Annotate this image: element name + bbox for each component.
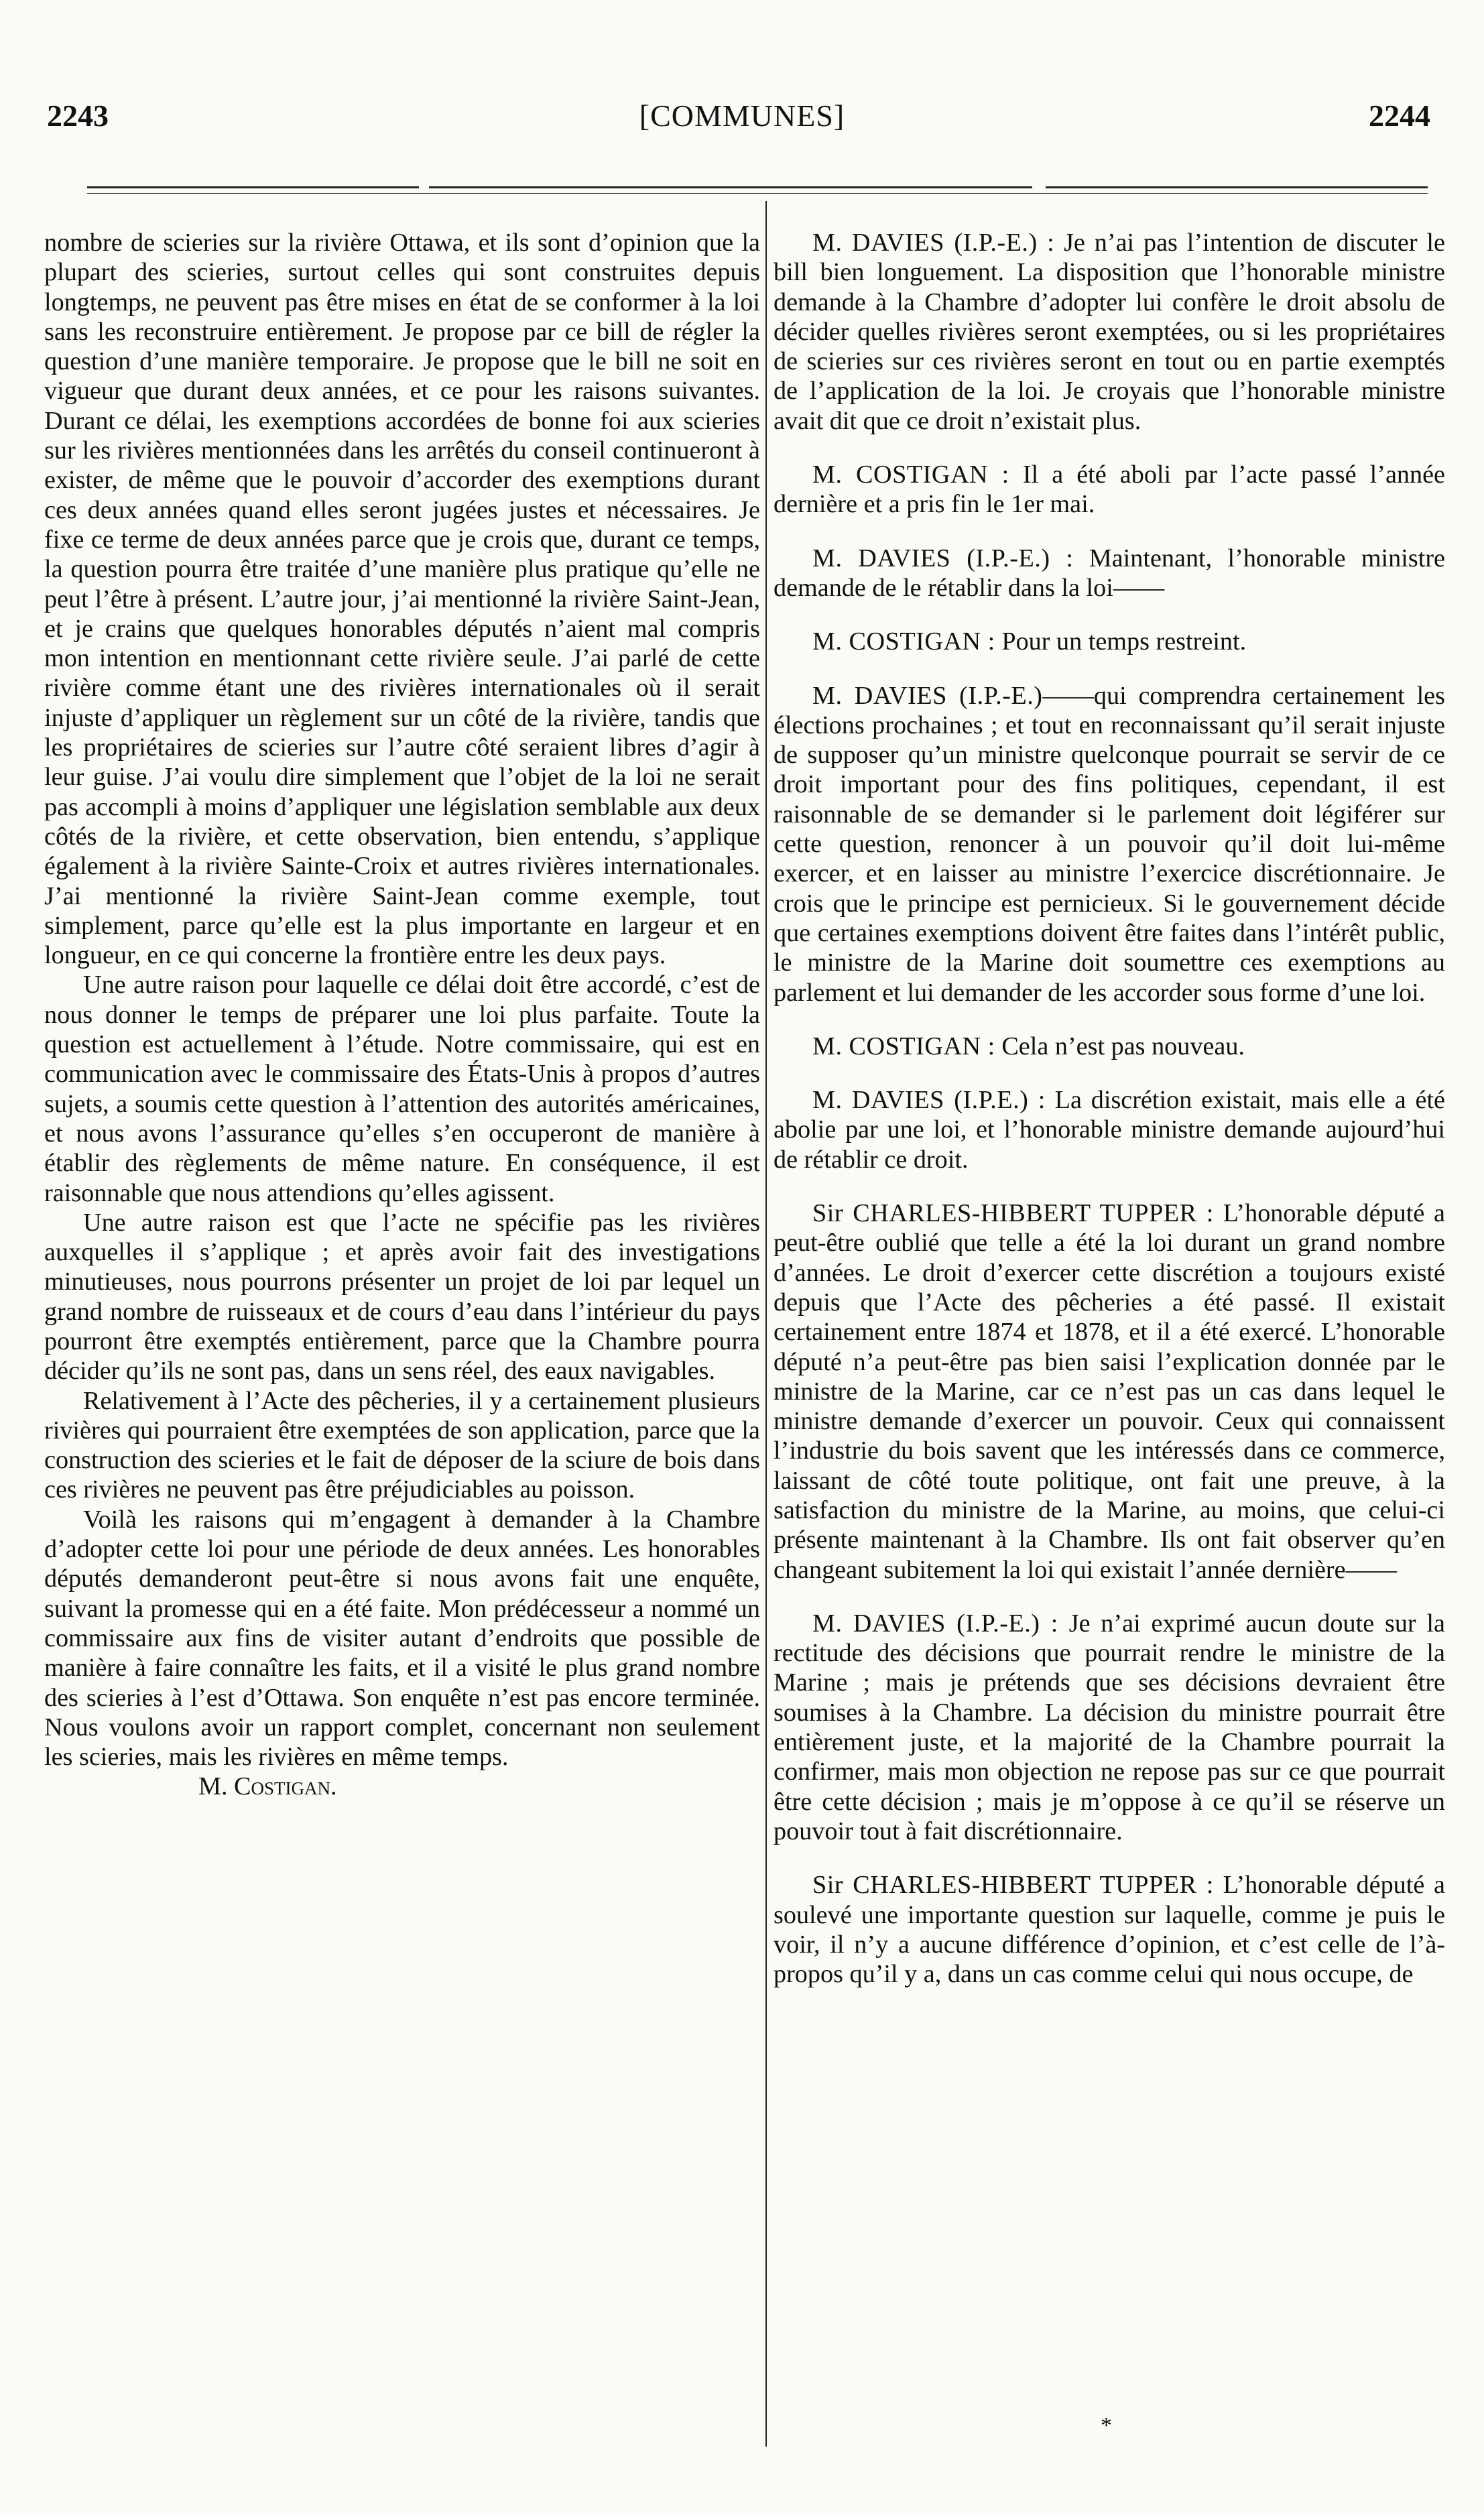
speaker-name: M. COSTIGAN : bbox=[812, 627, 995, 656]
speech bbox=[774, 1199, 1445, 1585]
header-rule-left bbox=[87, 186, 419, 188]
page-number-right: 2244 bbox=[1369, 99, 1430, 133]
speech bbox=[774, 1870, 1445, 1989]
speaker-name: Sir CHARLES-HIBBERT TUPPER : bbox=[812, 1199, 1214, 1228]
speech-text: L’honorable député a soulevé une importante question sur laquelle, comme je puis le voir, il n’y a aucune différence d’opinion, et c’est celle de l’à-propos qu’il y a, dans un cas comme celui qui nous occupe, de bbox=[774, 1871, 1445, 1989]
speaker-name: M. DAVIES (I.P.-E.) : bbox=[812, 229, 1055, 257]
speech bbox=[774, 1085, 1445, 1174]
speech-text: Je n’ai pas l’intention de discuter le bill bien longuement. La disposition que l’honorable ministre demande à la Chambre d’adopter lui confère le droit absolu de décider quelles rivières seront exemptées, ou si les propriétaires de scieries sur ces rivières seront en tout ou en partie exemptés de l’application de la loi. Je croyais que l’honorable ministre avait dit que ce droit n’existait plus. bbox=[774, 229, 1445, 435]
speaker-name: Sir CHARLES-HIBBERT TUPPER : bbox=[812, 1871, 1214, 1900]
speech-text: Il a été aboli par l’acte passé l’année dernière et a pris fin le 1er mai. bbox=[774, 461, 1445, 519]
header-rule-center bbox=[429, 186, 1032, 188]
page-header bbox=[0, 0, 1484, 154]
paragraph: Voilà les raisons qui m’engagent à demander à la Chambre d’adopter cette loi pour une période de deux années. Les honorables députés demanderont peut-être si nous avons fait une enquête, suivant la promesse qui en a été faite. Mon prédécesseur a nommé un commissaire aux fins de visiter autant d’endroits que possible de manière à faire connaître les faits, et il a visité le plus grand nombre des scieries à l’est d’Ottawa. Son enquête n’est pas encore terminée. Nous voulons avoir un rapport complet, concernant non seulement les scieries, mais les rivières en même temps. bbox=[44, 1505, 760, 1772]
speech-text: L’honorable député a peut-être oublié que telle a été la loi durant un grand nombre d’années. Le droit d’exercer cette discrétion a toujours existé depuis que l’Acte des pêcheries a été passé. Il existait certainement entre 1874 et 1878, et il a été exercé. L’honorable député n’a peut-être pas bien saisi l’explication donnée par le ministre de la Marine, car ce n’est pas un cas dans lequel le ministre demande d’exercer un pouvoir. Ceux qui connaissent l’industrie du bois savent que les intéressés dans ce commerce, laissant de côté toute politique, ont fait une preuve, à la satisfaction du ministre de la Marine, au moins, que celui-ci présente maintenant à la Chambre. Ils ont fait observer qu’en changeant subitement la loi qui existait l’année dernière—— bbox=[774, 1199, 1445, 1584]
footer-mark: * bbox=[1101, 2413, 1112, 2438]
speaker-name: M. DAVIES (I.P.-E.) : bbox=[812, 1609, 1058, 1638]
speech-text: La discrétion existait, mais elle a été abolie par une loi, et l’honorable ministre demande aujourd’hui de rétablir ce droit. bbox=[774, 1086, 1446, 1174]
paragraph: nombre de scieries sur la rivière Ottawa, et ils sont d’opinion que la plupart des scieries, surtout celles qui sont construites depuis longtemps, ne peuvent pas être mises en état de se conformer à la loi sans les reconstruire entièrement. Je propose par ce bill de régler la question d’une manière temporaire. Je propose que le bill ne soit en vigueur que durant deux années, et ce pour les raisons suivantes. Durant ce délai, les exemptions accordées de bonne foi aux scieries sur les rivières mentionnées dans les arrêtés du conseil continueront à exister, de même que le pouvoir d’accorder des exemptions durant ces deux années quand elles seront jugées justes et nécessaires. Je fixe ce terme de deux années parce que je crois que, durant ce temps, la question pourra être traitée d’une manière plus pratique qu’elle ne peut l’être à présent. L’autre jour, j’ai mentionné la rivière Saint-Jean, et je crains que quelques honorables députés n’aient mal compris mon intention en mentionnant cette rivière seule. J’ai parlé de cette rivière comme étant une des rivières internationales où il serait injuste d’appliquer un règlement sur un côté de la rivière, tandis que les propriétaires de scieries sur l’autre côté seraient libres d’agir à leur guise. J’ai voulu dire simplement que l’objet de la loi ne serait pas accompli à moins d’appliquer une législation semblable aux deux côtés de la rivière, et cette observation, bien entendu, s’applique également à la rivière Sainte-Croix et autres rivières internationales. J’ai mentionné la rivière Saint-Jean comme exemple, tout simplement, parce qu’elle est la plus importante en largeur et en longueur, en ce qui concerne la frontière entre les deux pays. bbox=[44, 229, 760, 970]
running-title: [COMMUNES] bbox=[639, 99, 845, 133]
speech-text: Pour un temps restreint. bbox=[995, 627, 1247, 656]
paragraph: Une autre raison pour laquelle ce délai doit être accordé, c’est de nous donner le temps de préparer une loi plus parfaite. Toute la question est actuellement à l’étude. Notre commissaire, qui est en communication avec le commissaire des États-Unis à propos d’autres sujets, a soumis cette question à l’attention des autorités américaines, et nous avons l’assurance qu’elles s’en occuperont de manière à établir des règlements de même nature. En conséquence, il est raisonnable que nous attendions qu’elles agissent. bbox=[44, 971, 760, 1207]
header-rule-right bbox=[1046, 186, 1428, 188]
speech bbox=[774, 544, 1445, 603]
speaker-name: M. DAVIES (I.P.E.) : bbox=[812, 1086, 1046, 1115]
speech bbox=[774, 1609, 1445, 1846]
speech bbox=[774, 681, 1445, 1007]
speech-text: Maintenant, l’honorable ministre demande de le rétablir dans la loi—— bbox=[774, 544, 1445, 602]
page-number-left: 2243 bbox=[47, 99, 109, 133]
left-column bbox=[44, 228, 760, 1802]
column-divider bbox=[765, 201, 767, 2447]
header-rule-thin bbox=[87, 193, 1428, 194]
speech bbox=[774, 460, 1445, 519]
speech-text: ——qui comprendra certainement les élections prochaines ; et tout en reconnaissant qu’il serait injuste de supposer qu’un ministre quelconque pourrait se servir de ce droit important pour des fins politiques, cependant, il est raisonnable de se demander si le parlement doit légiférer sur cette question, renoncer à un pouvoir qu’il doit lui-même exercer, et en laisser au ministre l’exercice discrétionnaire. Je crois que le principe est pernicieux. Si le gouvernement décide que certaines exemptions doivent être faites dans l’intérêt public, le ministre de la Marine doit soumettre ces exemptions au parlement et lui demander de les accorder sous forme d’une loi. bbox=[774, 681, 1445, 1007]
speaker-name: M. COSTIGAN : bbox=[812, 461, 1009, 489]
speech bbox=[774, 228, 1445, 436]
speech-text: Cela n’est pas nouveau. bbox=[995, 1032, 1245, 1060]
signature: M. Costigan. bbox=[198, 1772, 337, 1801]
speaker-name: M. DAVIES (I.P.-E.) bbox=[812, 681, 1043, 710]
speaker-name: M. DAVIES (I.P.-E.) : bbox=[812, 544, 1074, 572]
paragraph: Une autre raison est que l’acte ne spécifie pas les rivières auxquelles il s’applique ; et après avoir fait des investigations minutieuses, nous pourrons présenter un projet de loi par lequel un grand nombre de ruisseaux et de cours d’eau dans l’intérieur du pays pourront être exemptés entièrement, parce que la Chambre pourra décider qu’ils ne sont pas, dans un sens réel, des eaux navigables. bbox=[44, 1208, 760, 1386]
speech bbox=[774, 627, 1445, 656]
right-column bbox=[774, 228, 1445, 1989]
speech-text: Je n’ai exprimé aucun doute sur la rectitude des décisions que pourrait rendre le ministre de la Marine ; mais je prétends que ses décisions devraient être soumises à la Chambre. La décision du ministre pourrait être entièrement juste, et la majorité de la Chambre pourrait la confirmer, mais mon objection ne repose pas sur ce que pourrait être cette décision ; mais je m’oppose à ce qu’il se réserve un pouvoir tout à fait discrétionnaire. bbox=[774, 1609, 1445, 1845]
speech bbox=[774, 1032, 1445, 1061]
speaker-name: M. COSTIGAN : bbox=[812, 1032, 995, 1060]
paragraph: Relativement à l’Acte des pêcheries, il y a certainement plusieurs rivières qui pourraient être exemptées de son application, parce que la construction des scieries et le fait de déposer de la sciure de bois dans ces rivières ne peuvent pas être préjudiciables au poisson. bbox=[44, 1386, 760, 1504]
